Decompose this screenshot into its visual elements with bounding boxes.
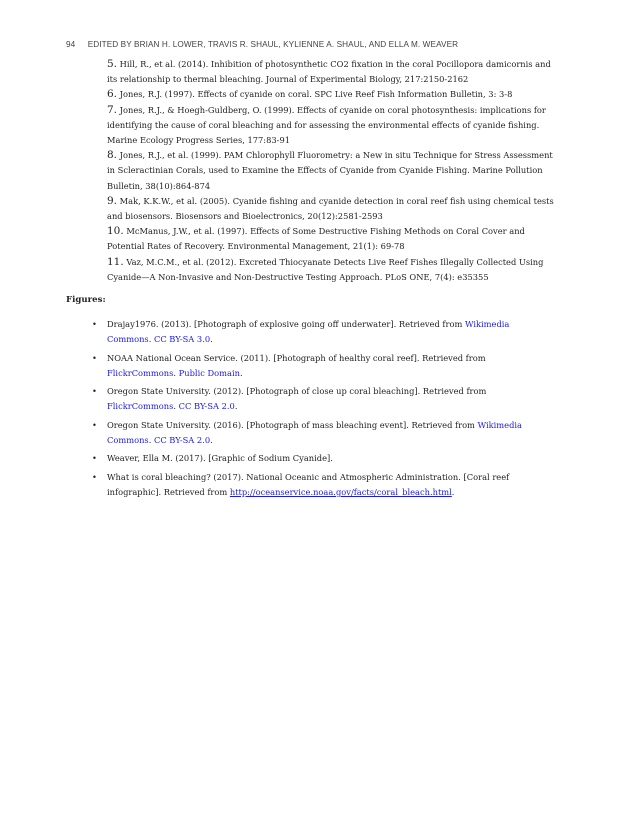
separator: . <box>148 334 154 345</box>
license-link[interactable]: Public Domain <box>178 367 240 378</box>
end-punct: . <box>210 434 213 445</box>
figure-credit-item <box>90 351 552 381</box>
reference-text: Jones, R.J., & Hoegh-Guldberg, O. (1999). Effects of cyanide on coral photosynthesis: implications for identifying the cause of coral bleaching and for assessing the environmental effects of cyanide fishing. Marine Ecology Progress Series, 177:83-91 <box>107 104 546 146</box>
reference-number: 8. <box>107 149 118 162</box>
reference-item <box>107 224 557 254</box>
reference-number: 6. <box>107 88 118 101</box>
separator: . <box>173 367 179 378</box>
bullet-icon: • <box>92 453 97 464</box>
running-header <box>66 40 458 49</box>
bullet-icon: • <box>92 352 97 363</box>
figure-credit-item <box>90 470 552 500</box>
reference-number: 11. <box>107 255 124 268</box>
reference-item <box>107 194 557 224</box>
reference-text: Vaz, M.C.M., et al. (2012). Excreted Thiocyanate Detects Live Reef Fishes Illegally Collected Using Cyanide—A Non-Invasive and Non-Destructive Testing Approach. PLoS ONE, 7(4): e35355 <box>107 256 544 282</box>
figure-credit-item <box>90 384 552 414</box>
credit-text: What is coral bleaching? (2017). National Oceanic and Atmospheric Administration. [Coral reef infographic]. Retrieved from <box>107 471 510 497</box>
figure-credit-item <box>90 418 552 448</box>
flickr-commons-link[interactable]: FlickrCommons <box>107 401 174 412</box>
figures-heading: Figures: <box>66 295 106 305</box>
credit-text: Oregon State University. (2016). [Photograph of mass bleaching event]. Retrieved from <box>107 419 478 430</box>
reference-text: Mak, K.K.W., et al. (2005). Cyanide fishing and cyanide detection in coral reef fish using chemical tests and biosensors. Biosensors and Bioelectronics, 20(12):2581-2593 <box>107 195 554 222</box>
reference-text: Jones, R.J., et al. (1999). PAM Chlorophyll Fluorometry: a New in situ Technique for Stress Assessment in Scleractinian Corals, used to Examine the Effects of Cyanide from Cyanide Fishing. Marine Pollution Bulletin, 38(10):864-874 <box>107 150 553 191</box>
wikimedia-commons-link[interactable]: Wikimedia Commons <box>107 319 510 345</box>
credit-text: Drajay1976. (2013). [Photograph of explosive going off underwater]. Retrieved from <box>107 319 465 329</box>
end-punct: . <box>451 486 455 497</box>
figure-credit-item <box>90 451 552 466</box>
page-number: 94 <box>66 40 76 49</box>
flickr-commons-link[interactable]: FlickrCommons <box>107 367 174 378</box>
end-punct: . <box>234 401 238 412</box>
credit-text: Oregon State University. (2012). [Photograph of close up coral bleaching]. Retrieved from <box>107 386 487 397</box>
reference-number: 7. <box>107 103 118 116</box>
license-link[interactable]: CC BY-SA 2.0 <box>178 401 235 412</box>
reference-number: 9. <box>107 194 118 207</box>
reference-item <box>107 103 557 149</box>
reference-item <box>107 87 557 102</box>
wikimedia-commons-link[interactable]: Wikimedia Commons <box>107 419 522 445</box>
credit-text: NOAA National Ocean Service. (2011). [Photograph of healthy coral reef]. Retrieved from <box>107 352 486 363</box>
reference-text: Hill, R., et al. (2014). Inhibition of photosynthetic CO2 fixation in the coral Pocillopora damicornis and its relationship to thermal bleaching. Journal of Experimental Biology, 217:2150-2162 <box>107 59 551 85</box>
bullet-icon: • <box>92 386 97 397</box>
separator: . <box>173 401 179 412</box>
reference-text: McManus, J.W., et al. (1997). Effects of Some Destructive Fishing Methods on Coral Cover and Potential Rates of Recovery. Environmental Management, 21(1): 69-78 <box>107 226 525 252</box>
reference-number: 5. <box>107 58 118 70</box>
bullet-icon: • <box>92 319 97 329</box>
license-link[interactable]: CC BY-SA 3.0 <box>153 334 211 345</box>
noaa-url-link[interactable]: http://oceanservice.noaa.gov/facts/coral_bleach.html <box>229 486 452 497</box>
separator: . <box>148 434 154 445</box>
reference-number: 10. <box>107 225 124 238</box>
end-punct: . <box>239 367 243 378</box>
figure-credit-item <box>90 317 552 347</box>
reference-text: Jones, R.J. (1997). Effects of cyanide on coral. SPC Live Reef Fish Information Bulletin, 3: 3-8 <box>119 89 513 100</box>
reference-item <box>107 255 557 285</box>
bullet-icon: • <box>92 471 97 482</box>
running-title: EDITED BY BRIAN H. LOWER, TRAVIS R. SHAUL, KYLIENNE A. SHAUL, AND ELLA M. WEAVER <box>87 40 459 49</box>
end-punct: . <box>210 334 213 345</box>
reference-item <box>107 148 557 194</box>
reference-list <box>107 57 557 285</box>
bullet-icon: • <box>92 419 97 430</box>
credit-text: Weaver, Ella M. (2017). [Graphic of Sodium Cyanide]. <box>107 453 333 464</box>
reference-item <box>107 57 557 87</box>
figure-credits-list <box>90 317 552 503</box>
license-link[interactable]: CC BY-SA 2.0 <box>153 434 211 445</box>
